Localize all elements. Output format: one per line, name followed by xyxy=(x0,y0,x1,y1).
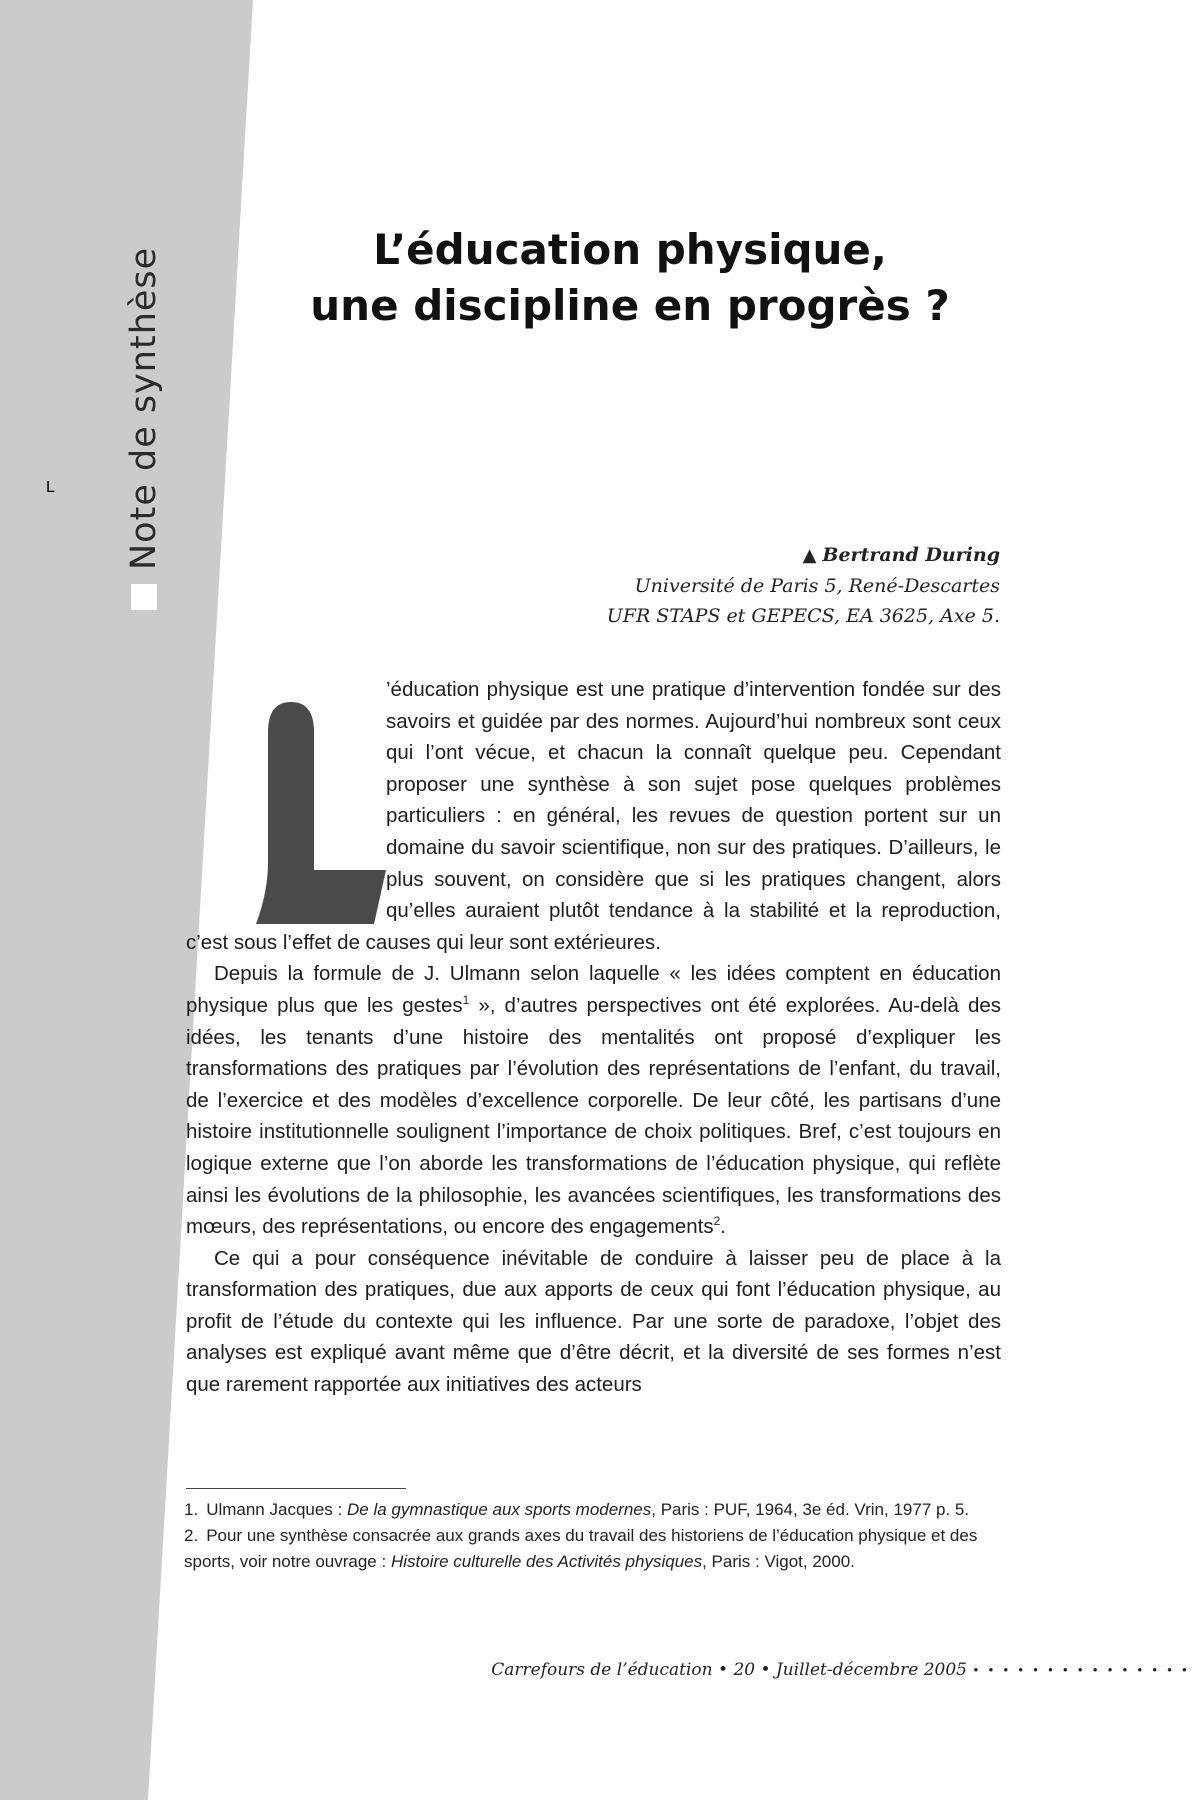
square-bullet-icon xyxy=(131,584,157,610)
drop-cap-spacer xyxy=(186,674,386,926)
author-affiliation-1: Université de Paris 5, René-Descartes xyxy=(634,575,1000,597)
footnote-divider xyxy=(186,1488,406,1489)
footnote-text: Ulmann Jacques : xyxy=(206,1500,347,1519)
paragraph-2-middle: », d’autres perspectives ont été explorées. Au-delà des idées, les tenants d’une histoire des mentalités ont proposé d’expliquer les transformations des pratiques par l’évolution des représentations de l’enfant, du travail, de l’exercice et des modèles d’excellence corporelle. De leur côté, les partisans d’une histoire institutionnelle soulignent l’importance de choix politiques. Bref, c’est toujours en logique externe que l’on aborde les transformations de l’éducation physique, qui reflète ainsi les évolutions de la philosophie, les avancées scientifiques, les transformations des mœurs, des représentations, ou encore des engagements xyxy=(186,993,1001,1239)
paragraph-2 xyxy=(186,958,1001,1242)
footnote-1 xyxy=(184,1497,1002,1523)
section-label xyxy=(124,247,164,610)
footnote-number: 1. xyxy=(184,1500,199,1519)
author-block xyxy=(607,540,1000,631)
footnote-text-end: , Paris : PUF, 1964, 3e éd. Vrin, 1977 p. 5. xyxy=(651,1500,970,1519)
footnotes xyxy=(184,1497,1002,1575)
title-line-1: L’éducation physique, xyxy=(373,225,887,274)
section-label-text: Note de synthèse xyxy=(124,246,164,570)
paragraph-2-end: . xyxy=(720,1215,726,1239)
footnote-number: 2. xyxy=(184,1526,199,1545)
running-footer xyxy=(491,1660,1190,1680)
author-name: Bertrand During xyxy=(822,544,1000,566)
title-line-2: une discipline en progrès ? xyxy=(310,281,950,330)
footnote-book-title: De la gymnastique aux sports modernes xyxy=(346,1500,652,1519)
paragraph-3: Ce qui a pour conséquence inévitable de conduire à laisser peu de place à la transformation des pratiques, due aux apports de ceux qui font l’éducation physique, au profit de l’étude du contexte qui les influence. Par une sorte de paradoxe, l’objet des analyses est expliqué avant même que d’être décrit, et la diversité de ses formes n’est que rarement rapportée aux initiatives des acteurs xyxy=(186,1246,1001,1397)
author-name-line xyxy=(607,540,1000,571)
article-title xyxy=(280,222,980,334)
article-body xyxy=(186,674,1001,1401)
triangle-bullet-icon: ▲ xyxy=(802,545,817,566)
paragraph-2-start: Depuis la formule de J. Ulmann selon laquelle « les idées comptent en éducation physique plus que les gestes xyxy=(186,962,1001,1017)
footnote-ref-1[interactable]: 1 xyxy=(462,993,470,1008)
dotted-leader: • • • • • • • • • • • • • • • xyxy=(972,1663,1190,1678)
footnote-ref-2[interactable]: 2 xyxy=(713,1214,721,1229)
author-affiliation-2: UFR STAPS et GEPECS, EA 3625, Axe 5. xyxy=(606,605,1000,627)
drop-cap-text: L xyxy=(46,479,55,496)
footnote-text-end: , Paris : Vigot, 2000. xyxy=(702,1552,855,1571)
footnote-book-title: Histoire culturelle des Activités physiques xyxy=(390,1552,703,1571)
footnote-text: Pour une synthèse consacrée aux grands axes du travail des historiens de l’éducation physique et des sports, voir notre ouvrage : xyxy=(184,1526,978,1571)
running-footer-text: Carrefours de l’éducation • 20 • Juillet-décembre 2005 xyxy=(491,1660,968,1680)
paragraph-1: ’éducation physique est une pratique d’intervention fondée sur des savoirs et guidée par des normes. Aujourd’hui nombreux sont ceux qui l’ont vécue, et chacun la connaît quelque peu. Cependant proposer une synthèse à son sujet pose quelques problèmes particuliers : en général, les revues de question portent sur un domaine du savoir scientifique, non sur des pratiques. D’ailleurs, le plus souvent, on considère que si les pratiques changent, alors qu’elles auraient plutôt tendance à la stabilité et la reproduction, c’est sous l’effet de causes qui leur sont extérieures. xyxy=(186,678,1001,954)
footnote-2 xyxy=(184,1523,1002,1575)
